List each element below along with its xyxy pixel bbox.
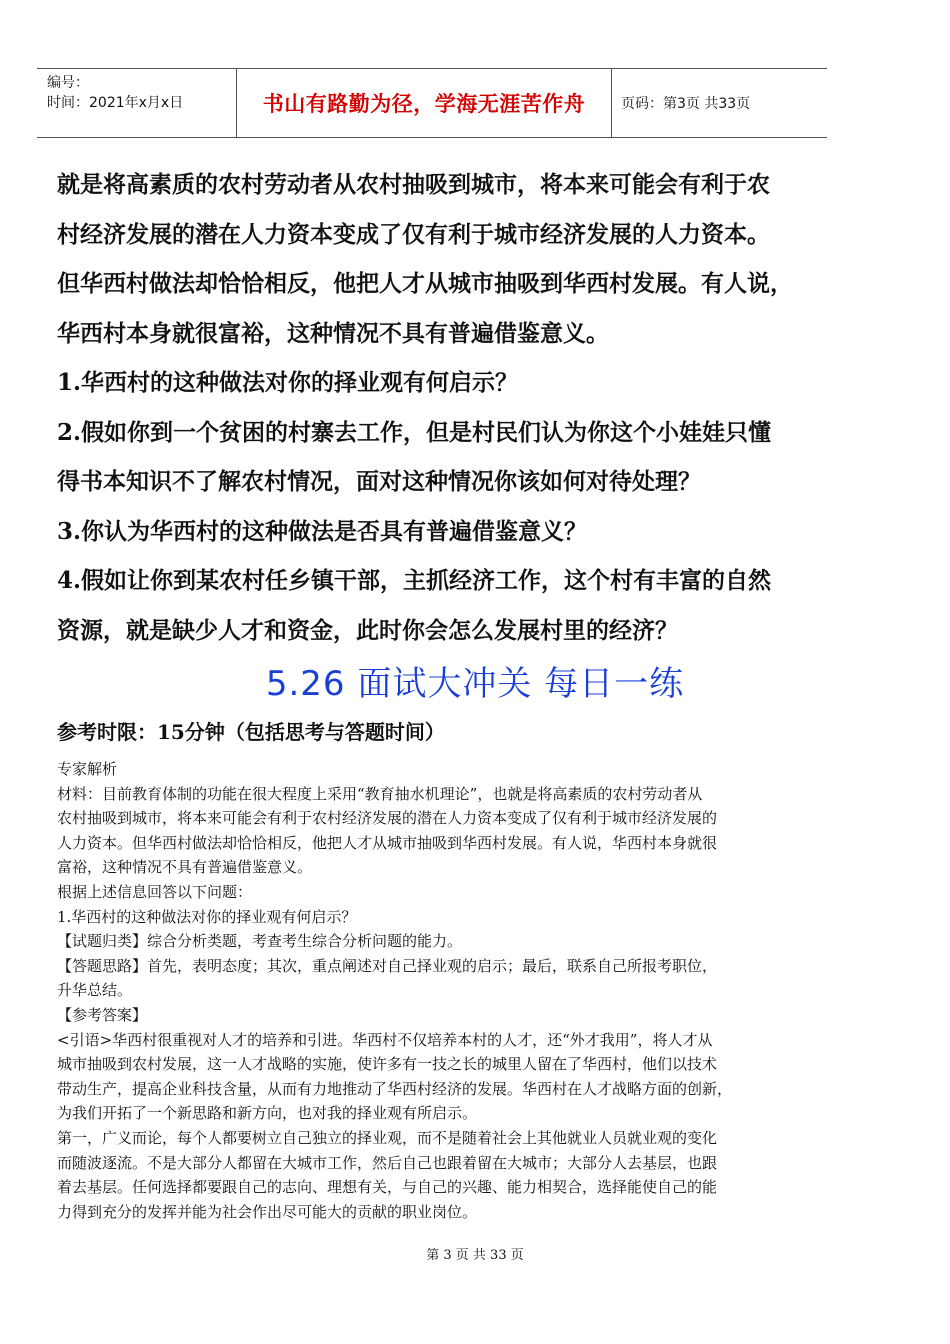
- analysis-body: [57, 757, 817, 1224]
- main-text: [57, 160, 847, 655]
- page-header: [37, 68, 827, 138]
- body-line: 富裕，这种情况不具有普遍借鉴意义。: [57, 858, 313, 877]
- body-line: 【答题思路】首先，表明态度；其次，重点阐述对自己择业观的启示；最后，联系自己所报考职位，: [57, 956, 718, 975]
- body-line: 而随波逐流。不是大部分人都留在大城市工作，然后自己也跟着留在大城市；大部分人去基层，也跟: [57, 1153, 718, 1172]
- body-line: 城市抽吸到农村发展，这一人才战略的实施，使许多有一技之长的城里人留在了华西村，他们以技术: [57, 1055, 718, 1074]
- text-line: 华西村本身就很富裕，这种情况不具有普遍借鉴意义。: [57, 319, 609, 347]
- body-line: <引语>华西村很重视对人才的培养和引进。华西村不仅培养本村的人才，还“外才我用”，将人才从: [57, 1030, 713, 1049]
- body-line: 着去基层。任何选择都要跟自己的志向、理想有关，与自己的兴趣、能力相契合，选择能使自己的能: [57, 1178, 718, 1197]
- text-line: 但华西村做法却恰恰相反，他把人才从城市抽吸到华西村发展。有人说，: [57, 270, 793, 297]
- question-1: 1.华西村的这种做法对你的择业观有何启示？: [57, 369, 519, 396]
- body-line: 【参考答案】: [57, 1005, 148, 1024]
- question-4: 4.假如让你到某农村任乡镇干部，主抓经济工作，这个村有丰富的自然: [57, 567, 772, 594]
- body-line: 带动生产，提高企业科技含量，从而有力地推动了华西村经济的发展。华西村在人才战略方面的创新，: [57, 1079, 733, 1098]
- body-line: 1.华西村的这种做法对你的择业观有何启示？: [57, 907, 357, 926]
- time-limit: 参考时限：15分钟（包括思考与答题时间）: [57, 720, 445, 744]
- body-line: 农村抽吸到城市，将本来可能会有利于农村经济发展的潜在人力资本变成了仅有利于城市经济发展的: [57, 809, 718, 828]
- page-footer: 第 3 页 共 33 页: [426, 1248, 524, 1263]
- body-line: 人力资本。但华西村做法却恰恰相反，他把人才从城市抽吸到华西村发展。有人说，华西村本身就很: [57, 833, 718, 852]
- header-page-label: 页码：第3页 共33页: [621, 96, 751, 112]
- question-2: 2.假如你到一个贫困的村寨去工作，但是村民们认为你这个小娃娃只懂: [57, 418, 772, 446]
- body-line: 根据上述信息回答以下问题：: [57, 882, 253, 901]
- body-line: 专家解析: [57, 760, 118, 778]
- text-line: 村经济发展的潜在人力资本变成了仅有利于城市经济发展的人力资本。: [57, 220, 770, 248]
- question-2-cont: 得书本知识不了解农村情况，面对这种情况你该如何对待处理？: [57, 468, 701, 495]
- text-line: 就是将高素质的农村劳动者从农村抽吸到城市，将本来可能会有利于农: [57, 171, 770, 198]
- body-line: 升华总结。: [57, 981, 133, 1000]
- body-line: 力得到充分的发挥并能为社会作出尽可能大的贡献的职业岗位。: [57, 1202, 478, 1221]
- question-4-cont: 资源，就是缺少人才和资金，此时你会怎么发展村里的经济？: [57, 616, 678, 644]
- body-line: 【试题归类】综合分析类题，考查考生综合分析问题的能力。: [57, 932, 463, 951]
- body-line: 材料：目前教育体制的功能在很大程度上采用“教育抽水机理论”，也就是将高素质的农村劳动者从: [57, 784, 703, 803]
- body-line: 为我们开拓了一个新思路和新方向，也对我的择业观有所启示。: [57, 1104, 478, 1123]
- header-meta: [37, 69, 237, 137]
- number-label: 编号：: [47, 75, 89, 91]
- question-3: 3.你认为华西村的这种做法是否具有普遍借鉴意义？: [57, 517, 588, 545]
- body-line: 第一，广义而论，每个人都要树立自己独立的择业观，而不是随着社会上其他就业人员就业观的变化: [57, 1128, 718, 1147]
- time-label: 时间：2021年x月x日: [47, 95, 184, 111]
- section-title: 5.26 面试大冲关 每日一练: [265, 664, 685, 704]
- header-motto: 书山有路勤为径，学海无涯苦作舟: [237, 69, 612, 137]
